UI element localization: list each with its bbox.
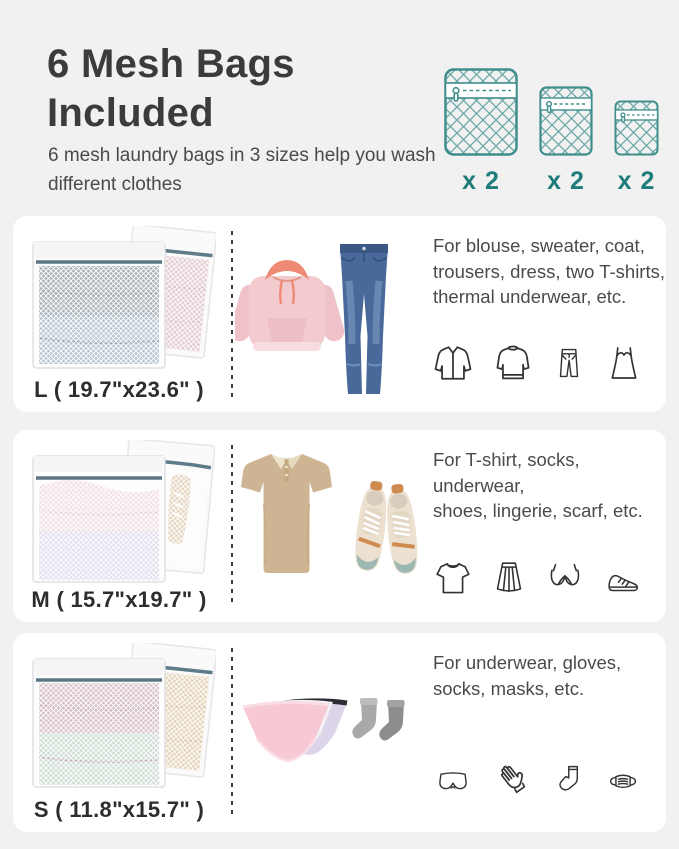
mesh-bags-photo xyxy=(31,643,216,798)
clothes-photo xyxy=(235,234,435,403)
sock-icon xyxy=(550,759,584,799)
page-subtitle: 6 mesh laundry bags in 3 sizes help you wash different clothes xyxy=(48,145,436,195)
description-line: thermal underwear, etc. xyxy=(433,286,627,308)
row-description xyxy=(433,650,621,701)
bag-set-small xyxy=(614,100,659,196)
mesh-bags-photo xyxy=(31,226,216,379)
bag-set-large xyxy=(444,68,518,196)
divider xyxy=(231,445,233,607)
size-label: S ( 11.8"x15.7" ) xyxy=(33,797,205,822)
row-description xyxy=(433,447,666,524)
clothes-photo xyxy=(241,695,426,786)
bag-count-label: x 2 xyxy=(617,167,656,195)
mask-icon xyxy=(602,765,644,799)
description-line: shoes, lingerie, scarf, etc. xyxy=(433,500,643,522)
garment-icons xyxy=(432,556,644,598)
mesh-bag-large-icon xyxy=(444,68,518,156)
trousers-icon xyxy=(552,342,586,384)
coat-icon xyxy=(432,342,474,384)
divider xyxy=(231,648,233,817)
mesh-bags-photo xyxy=(31,440,216,593)
underwear-icon xyxy=(432,765,474,799)
description-line: trousers, dress, two T-shirts, xyxy=(433,260,665,282)
bag-count-label: x 2 xyxy=(547,167,585,195)
size-row-medium xyxy=(13,430,666,622)
page-title: 6 Mesh Bags Included xyxy=(47,42,295,135)
bag-count-label: x 2 xyxy=(462,167,500,195)
description-line: For underwear, gloves, xyxy=(433,652,622,673)
size-label: M ( 15.7"x19.7" ) xyxy=(31,587,207,612)
bag-set-medium xyxy=(539,86,593,196)
size-label: L ( 19.7"x23.6" ) xyxy=(34,377,204,402)
size-row-small xyxy=(13,633,666,832)
garment-icons xyxy=(432,342,644,384)
description-line: For blouse, sweater, coat, xyxy=(433,235,645,256)
dress-icon xyxy=(604,342,644,384)
clothes-photo xyxy=(235,444,435,609)
description-line: socks, masks, etc. xyxy=(433,677,585,699)
size-row-large xyxy=(13,216,666,412)
description-line: For T-shirt, socks, underwear, xyxy=(433,449,580,496)
sweater-icon xyxy=(492,342,534,384)
t-shirt-icon xyxy=(432,558,474,598)
bag-size-icons xyxy=(444,68,659,196)
skirt-icon xyxy=(490,556,528,598)
gloves-icon xyxy=(492,759,532,799)
bra-icon xyxy=(544,560,586,598)
garment-icons xyxy=(432,759,644,799)
divider xyxy=(231,231,233,397)
sneaker-icon xyxy=(602,562,644,598)
mesh-bag-medium-icon xyxy=(539,86,593,156)
row-description xyxy=(433,233,665,310)
mesh-bag-small-icon xyxy=(614,100,659,156)
